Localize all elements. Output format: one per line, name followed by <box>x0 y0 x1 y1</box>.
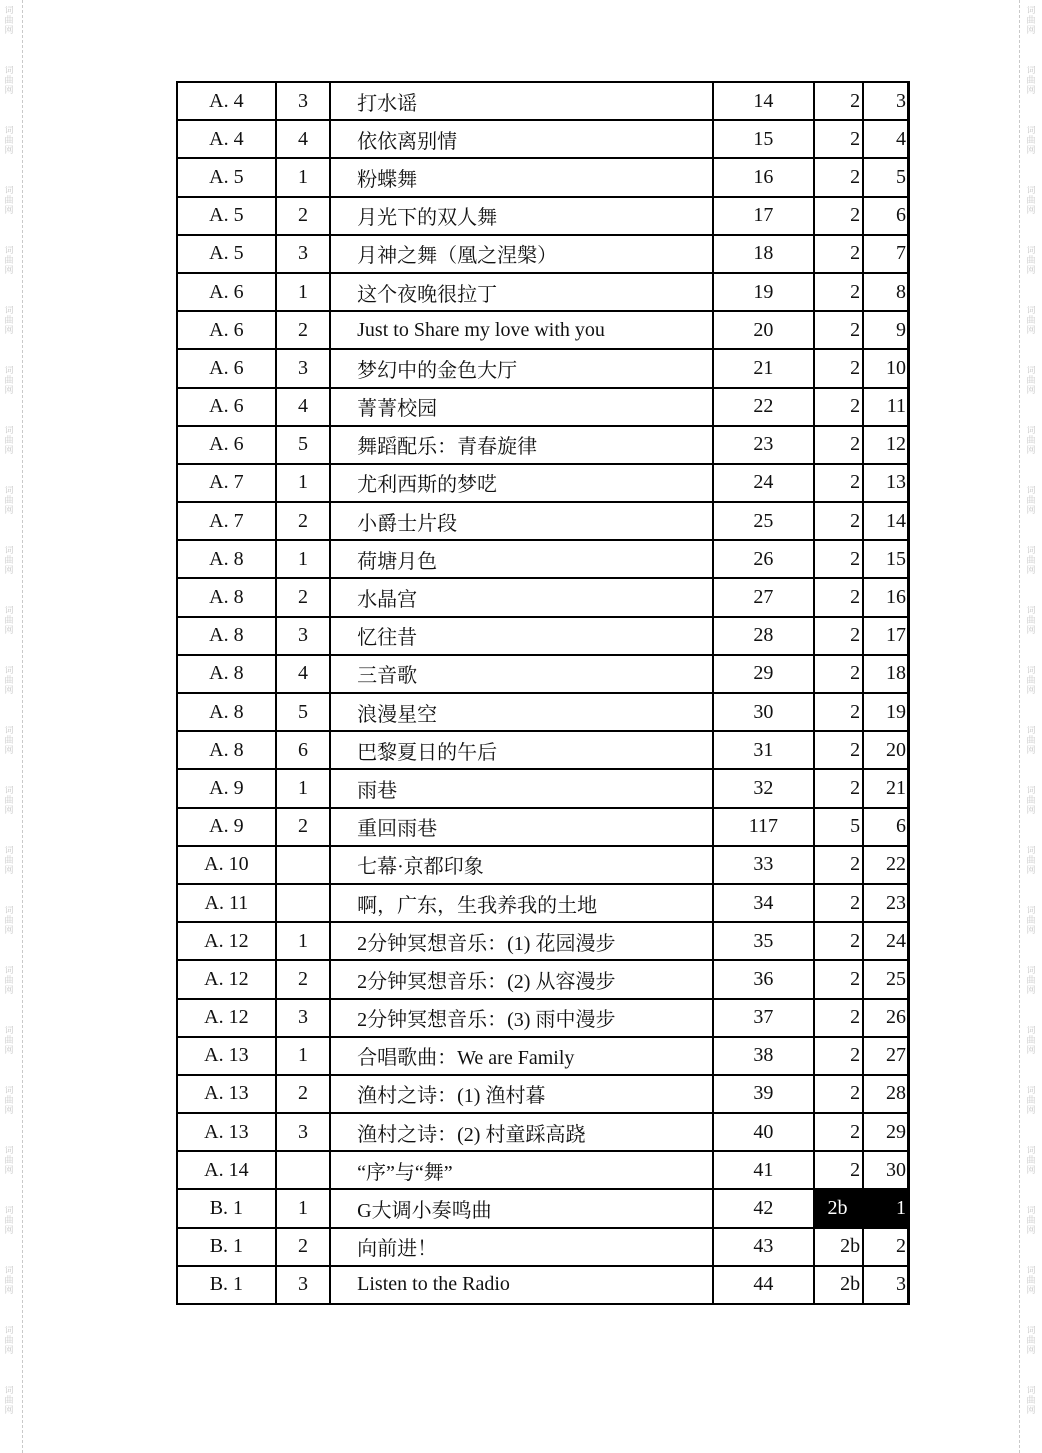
section-cell: A. 10 <box>177 846 276 884</box>
page-cell: 40 <box>713 1113 814 1151</box>
page-cell: 32 <box>713 769 814 807</box>
title-cell: Listen to the Radio <box>330 1266 713 1304</box>
watermark-text: 词曲网 <box>4 1326 14 1356</box>
number-cell: 1 <box>276 158 330 196</box>
title-cell: 梦幻中的金色大厅 <box>330 349 713 387</box>
title-cell: 水晶宫 <box>330 578 713 616</box>
number-cell: 2 <box>276 311 330 349</box>
table-row <box>177 426 909 464</box>
volume-cell: 2 <box>814 120 863 158</box>
table-row <box>177 693 909 731</box>
index-cell: 13 <box>863 464 908 502</box>
watermark-text: 词曲网 <box>4 606 14 636</box>
watermark-text: 词曲网 <box>1026 486 1036 516</box>
watermark-text: 词曲网 <box>4 1266 14 1296</box>
table-row <box>177 349 909 387</box>
volume-cell: 2 <box>814 1037 863 1075</box>
page-cell: 23 <box>713 426 814 464</box>
song-index-body <box>177 82 909 1304</box>
section-cell: A. 6 <box>177 273 276 311</box>
index-cell: 15 <box>863 540 908 578</box>
volume-cell: 2 <box>814 769 863 807</box>
number-cell: 2 <box>276 1075 330 1113</box>
volume-cell: 2 <box>814 388 863 426</box>
volume-cell: 2 <box>814 540 863 578</box>
volume-cell: 2 <box>814 197 863 235</box>
watermark-text: 词曲网 <box>4 786 14 816</box>
title-cell: 三音歌 <box>330 655 713 693</box>
watermark-text: 词曲网 <box>1026 606 1036 636</box>
volume-cell: 2 <box>814 311 863 349</box>
title-cell: 向前进！ <box>330 1228 713 1266</box>
watermark-text: 词曲网 <box>4 906 14 936</box>
volume-cell: 2 <box>814 922 863 960</box>
index-cell: 29 <box>863 1113 908 1151</box>
table-row <box>177 120 909 158</box>
number-cell: 5 <box>276 693 330 731</box>
watermark-text: 词曲网 <box>4 66 14 96</box>
section-cell: A. 8 <box>177 655 276 693</box>
volume-cell: 2 <box>814 960 863 998</box>
title-cell: 舞蹈配乐：青春旋律 <box>330 426 713 464</box>
number-cell <box>276 884 330 922</box>
section-cell: A. 4 <box>177 120 276 158</box>
section-cell: A. 6 <box>177 349 276 387</box>
watermark-text: 词曲网 <box>1026 66 1036 96</box>
table-row <box>177 82 909 120</box>
section-cell: A. 8 <box>177 578 276 616</box>
page-cell: 30 <box>713 693 814 731</box>
number-cell: 2 <box>276 808 330 846</box>
index-cell: 6 <box>863 808 908 846</box>
title-cell: 荷塘月色 <box>330 540 713 578</box>
number-cell: 1 <box>276 464 330 502</box>
title-cell: 七幕·京都印象 <box>330 846 713 884</box>
index-cell: 6 <box>863 197 908 235</box>
number-cell: 1 <box>276 1189 330 1227</box>
page-cell: 39 <box>713 1075 814 1113</box>
section-cell: A. 8 <box>177 731 276 769</box>
watermark-text: 词曲网 <box>1026 6 1036 36</box>
volume-cell: 2 <box>814 693 863 731</box>
index-cell: 23 <box>863 884 908 922</box>
table-row <box>177 1037 909 1075</box>
page-cell: 17 <box>713 197 814 235</box>
page-cell: 41 <box>713 1151 814 1189</box>
title-cell: 巴黎夏日的午后 <box>330 731 713 769</box>
watermark-text: 词曲网 <box>1026 1146 1036 1176</box>
watermark-text: 词曲网 <box>1026 366 1036 396</box>
watermark-text: 词曲网 <box>4 546 14 576</box>
watermark-text: 词曲网 <box>4 186 14 216</box>
section-cell: A. 12 <box>177 960 276 998</box>
table-row <box>177 540 909 578</box>
table-row <box>177 1228 909 1266</box>
table-row <box>177 1113 909 1151</box>
volume-cell: 5 <box>814 808 863 846</box>
page-cell: 44 <box>713 1266 814 1304</box>
number-cell: 1 <box>276 1037 330 1075</box>
watermark-text: 词曲网 <box>4 846 14 876</box>
volume-cell: 2 <box>814 846 863 884</box>
number-cell: 1 <box>276 769 330 807</box>
index-cell: 20 <box>863 731 908 769</box>
number-cell: 1 <box>276 922 330 960</box>
title-cell: 2分钟冥想音乐：(1) 花园漫步 <box>330 922 713 960</box>
volume-cell: 2 <box>814 999 863 1037</box>
table-row <box>177 1266 909 1304</box>
page-cell: 36 <box>713 960 814 998</box>
table-row <box>177 235 909 273</box>
title-cell: 合唱歌曲：We are Family <box>330 1037 713 1075</box>
title-cell: 粉蝶舞 <box>330 158 713 196</box>
index-cell: 7 <box>863 235 908 273</box>
section-cell: B. 1 <box>177 1189 276 1227</box>
watermark-text: 词曲网 <box>4 306 14 336</box>
table-row <box>177 999 909 1037</box>
page-cell: 22 <box>713 388 814 426</box>
section-cell: A. 5 <box>177 158 276 196</box>
page-cell: 29 <box>713 655 814 693</box>
index-cell: 25 <box>863 960 908 998</box>
table-row <box>177 1189 909 1227</box>
section-cell: A. 6 <box>177 426 276 464</box>
title-cell: 打水谣 <box>330 82 713 120</box>
volume-cell: 2 <box>814 464 863 502</box>
title-cell: Just to Share my love with you <box>330 311 713 349</box>
section-cell: A. 13 <box>177 1075 276 1113</box>
title-cell: 啊，广东，生我养我的土地 <box>330 884 713 922</box>
page-cell: 37 <box>713 999 814 1037</box>
title-cell: 忆往昔 <box>330 617 713 655</box>
table-row <box>177 311 909 349</box>
table-row <box>177 578 909 616</box>
watermark-text: 词曲网 <box>4 1086 14 1116</box>
index-cell: 27 <box>863 1037 908 1075</box>
watermark-text: 词曲网 <box>4 126 14 156</box>
watermark-text: 词曲网 <box>4 6 14 36</box>
number-cell: 5 <box>276 426 330 464</box>
table-row <box>177 960 909 998</box>
watermark-text: 词曲网 <box>4 366 14 396</box>
number-cell: 2 <box>276 197 330 235</box>
section-cell: A. 5 <box>177 235 276 273</box>
volume-cell: 2 <box>814 235 863 273</box>
title-cell: 渔村之诗：(1) 渔村暮 <box>330 1075 713 1113</box>
table-row <box>177 769 909 807</box>
volume-cell: 2 <box>814 426 863 464</box>
index-cell: 14 <box>863 502 908 540</box>
title-cell: 2分钟冥想音乐：(3) 雨中漫步 <box>330 999 713 1037</box>
title-cell: 浪漫星空 <box>330 693 713 731</box>
watermark-text: 词曲网 <box>4 246 14 276</box>
volume-cell: 2 <box>814 502 863 540</box>
number-cell: 3 <box>276 617 330 655</box>
title-cell: 2分钟冥想音乐：(2) 从容漫步 <box>330 960 713 998</box>
watermark-text: 词曲网 <box>4 666 14 696</box>
number-cell: 2 <box>276 502 330 540</box>
watermark-text: 词曲网 <box>1026 846 1036 876</box>
title-cell: 小爵士片段 <box>330 502 713 540</box>
section-cell: A. 6 <box>177 388 276 426</box>
number-cell: 2 <box>276 1228 330 1266</box>
table-row <box>177 158 909 196</box>
title-cell: 月光下的双人舞 <box>330 197 713 235</box>
table-row <box>177 464 909 502</box>
watermark-text: 词曲网 <box>4 486 14 516</box>
number-cell: 1 <box>276 273 330 311</box>
index-cell: 5 <box>863 158 908 196</box>
volume-cell: 2b <box>814 1228 863 1266</box>
volume-cell: 2 <box>814 617 863 655</box>
table-row <box>177 617 909 655</box>
watermark-text: 词曲网 <box>1026 306 1036 336</box>
table-row <box>177 731 909 769</box>
watermark-text: 词曲网 <box>1026 246 1036 276</box>
page-cell: 38 <box>713 1037 814 1075</box>
index-cell: 3 <box>863 1266 908 1304</box>
index-cell: 9 <box>863 311 908 349</box>
table-row <box>177 1151 909 1189</box>
index-cell: 1 <box>863 1189 908 1227</box>
page-cell: 34 <box>713 884 814 922</box>
index-cell: 28 <box>863 1075 908 1113</box>
number-cell: 3 <box>276 82 330 120</box>
section-cell: A. 7 <box>177 464 276 502</box>
number-cell: 1 <box>276 540 330 578</box>
volume-cell: 2 <box>814 1075 863 1113</box>
watermark-text: 词曲网 <box>1026 786 1036 816</box>
section-cell: A. 13 <box>177 1037 276 1075</box>
watermark-text: 词曲网 <box>4 726 14 756</box>
title-cell: G大调小奏鸣曲 <box>330 1189 713 1227</box>
table-row <box>177 1075 909 1113</box>
page-cell: 20 <box>713 311 814 349</box>
section-cell: A. 11 <box>177 884 276 922</box>
index-cell: 19 <box>863 693 908 731</box>
table-row <box>177 884 909 922</box>
table-row <box>177 502 909 540</box>
title-cell: 月神之舞（凰之涅槃） <box>330 235 713 273</box>
section-cell: A. 4 <box>177 82 276 120</box>
title-cell: 这个夜晚很拉丁 <box>330 273 713 311</box>
page-cell: 27 <box>713 578 814 616</box>
page-cell: 117 <box>713 808 814 846</box>
index-cell: 18 <box>863 655 908 693</box>
page-cell: 19 <box>713 273 814 311</box>
number-cell: 4 <box>276 120 330 158</box>
section-cell: B. 1 <box>177 1228 276 1266</box>
number-cell: 3 <box>276 235 330 273</box>
volume-cell: 2 <box>814 884 863 922</box>
volume-cell: 2 <box>814 655 863 693</box>
section-cell: A. 8 <box>177 540 276 578</box>
watermark-text: 词曲网 <box>4 966 14 996</box>
number-cell: 3 <box>276 1266 330 1304</box>
index-cell: 3 <box>863 82 908 120</box>
number-cell <box>276 846 330 884</box>
table-row <box>177 655 909 693</box>
volume-cell: 2 <box>814 731 863 769</box>
page-cell: 16 <box>713 158 814 196</box>
watermark-text: 词曲网 <box>1026 186 1036 216</box>
section-cell: A. 8 <box>177 693 276 731</box>
index-cell: 22 <box>863 846 908 884</box>
title-cell: 依依离别情 <box>330 120 713 158</box>
table-row <box>177 922 909 960</box>
page-cell: 24 <box>713 464 814 502</box>
section-cell: A. 7 <box>177 502 276 540</box>
section-cell: A. 13 <box>177 1113 276 1151</box>
section-cell: B. 1 <box>177 1266 276 1304</box>
watermark-text: 词曲网 <box>1026 1266 1036 1296</box>
section-cell: A. 9 <box>177 769 276 807</box>
number-cell: 4 <box>276 388 330 426</box>
page-cell: 42 <box>713 1189 814 1227</box>
number-cell: 3 <box>276 1113 330 1151</box>
page-cell: 33 <box>713 846 814 884</box>
number-cell: 3 <box>276 999 330 1037</box>
title-cell: 渔村之诗：(2) 村童踩高跷 <box>330 1113 713 1151</box>
watermark-text: 词曲网 <box>1026 426 1036 456</box>
index-cell: 4 <box>863 120 908 158</box>
volume-cell: 2 <box>814 1113 863 1151</box>
watermark-text: 词曲网 <box>4 426 14 456</box>
number-cell: 3 <box>276 349 330 387</box>
page-cell: 21 <box>713 349 814 387</box>
title-cell: 重回雨巷 <box>330 808 713 846</box>
section-cell: A. 8 <box>177 617 276 655</box>
section-cell: A. 12 <box>177 999 276 1037</box>
index-cell: 16 <box>863 578 908 616</box>
number-cell: 2 <box>276 578 330 616</box>
title-cell: 雨巷 <box>330 769 713 807</box>
watermark-text: 词曲网 <box>1026 666 1036 696</box>
index-cell: 10 <box>863 349 908 387</box>
watermark-text: 词曲网 <box>4 1146 14 1176</box>
title-cell: “序”与“舞” <box>330 1151 713 1189</box>
watermark-text: 词曲网 <box>1026 906 1036 936</box>
index-cell: 17 <box>863 617 908 655</box>
index-cell: 21 <box>863 769 908 807</box>
volume-cell: 2 <box>814 578 863 616</box>
watermark-text: 词曲网 <box>1026 1206 1036 1236</box>
left-margin-watermark <box>2 6 16 1446</box>
page-cell: 25 <box>713 502 814 540</box>
page-cell: 14 <box>713 82 814 120</box>
index-cell: 8 <box>863 273 908 311</box>
title-cell: 尤利西斯的梦呓 <box>330 464 713 502</box>
number-cell <box>276 1151 330 1189</box>
watermark-text: 词曲网 <box>1026 1026 1036 1056</box>
watermark-text: 词曲网 <box>1026 726 1036 756</box>
index-cell: 2 <box>863 1228 908 1266</box>
watermark-text: 词曲网 <box>1026 1326 1036 1356</box>
right-margin-line <box>1019 0 1020 1453</box>
page-cell: 26 <box>713 540 814 578</box>
volume-cell: 2 <box>814 82 863 120</box>
watermark-text: 词曲网 <box>4 1386 14 1416</box>
right-margin-watermark <box>1024 6 1038 1446</box>
volume-cell: 2b <box>814 1266 863 1304</box>
index-cell: 11 <box>863 388 908 426</box>
section-cell: A. 14 <box>177 1151 276 1189</box>
page-cell: 31 <box>713 731 814 769</box>
page-cell: 18 <box>713 235 814 273</box>
index-cell: 12 <box>863 426 908 464</box>
watermark-text: 词曲网 <box>1026 546 1036 576</box>
number-cell: 4 <box>276 655 330 693</box>
volume-cell: 2b <box>814 1189 863 1227</box>
table-row <box>177 197 909 235</box>
page-cell: 35 <box>713 922 814 960</box>
left-margin-line <box>22 0 23 1453</box>
table-row <box>177 808 909 846</box>
watermark-text: 词曲网 <box>1026 126 1036 156</box>
table-row <box>177 846 909 884</box>
volume-cell: 2 <box>814 349 863 387</box>
song-index-table <box>176 81 910 1305</box>
page-cell: 43 <box>713 1228 814 1266</box>
table-row <box>177 273 909 311</box>
volume-cell: 2 <box>814 273 863 311</box>
section-cell: A. 9 <box>177 808 276 846</box>
watermark-text: 词曲网 <box>4 1026 14 1056</box>
volume-cell: 2 <box>814 1151 863 1189</box>
section-cell: A. 5 <box>177 197 276 235</box>
index-cell: 24 <box>863 922 908 960</box>
table-row <box>177 388 909 426</box>
title-cell: 菁菁校园 <box>330 388 713 426</box>
watermark-text: 词曲网 <box>4 1206 14 1236</box>
index-cell: 30 <box>863 1151 908 1189</box>
watermark-text: 词曲网 <box>1026 966 1036 996</box>
section-cell: A. 6 <box>177 311 276 349</box>
index-cell: 26 <box>863 999 908 1037</box>
number-cell: 2 <box>276 960 330 998</box>
page-cell: 28 <box>713 617 814 655</box>
watermark-text: 词曲网 <box>1026 1086 1036 1116</box>
number-cell: 6 <box>276 731 330 769</box>
page-cell: 15 <box>713 120 814 158</box>
volume-cell: 2 <box>814 158 863 196</box>
section-cell: A. 12 <box>177 922 276 960</box>
watermark-text: 词曲网 <box>1026 1386 1036 1416</box>
